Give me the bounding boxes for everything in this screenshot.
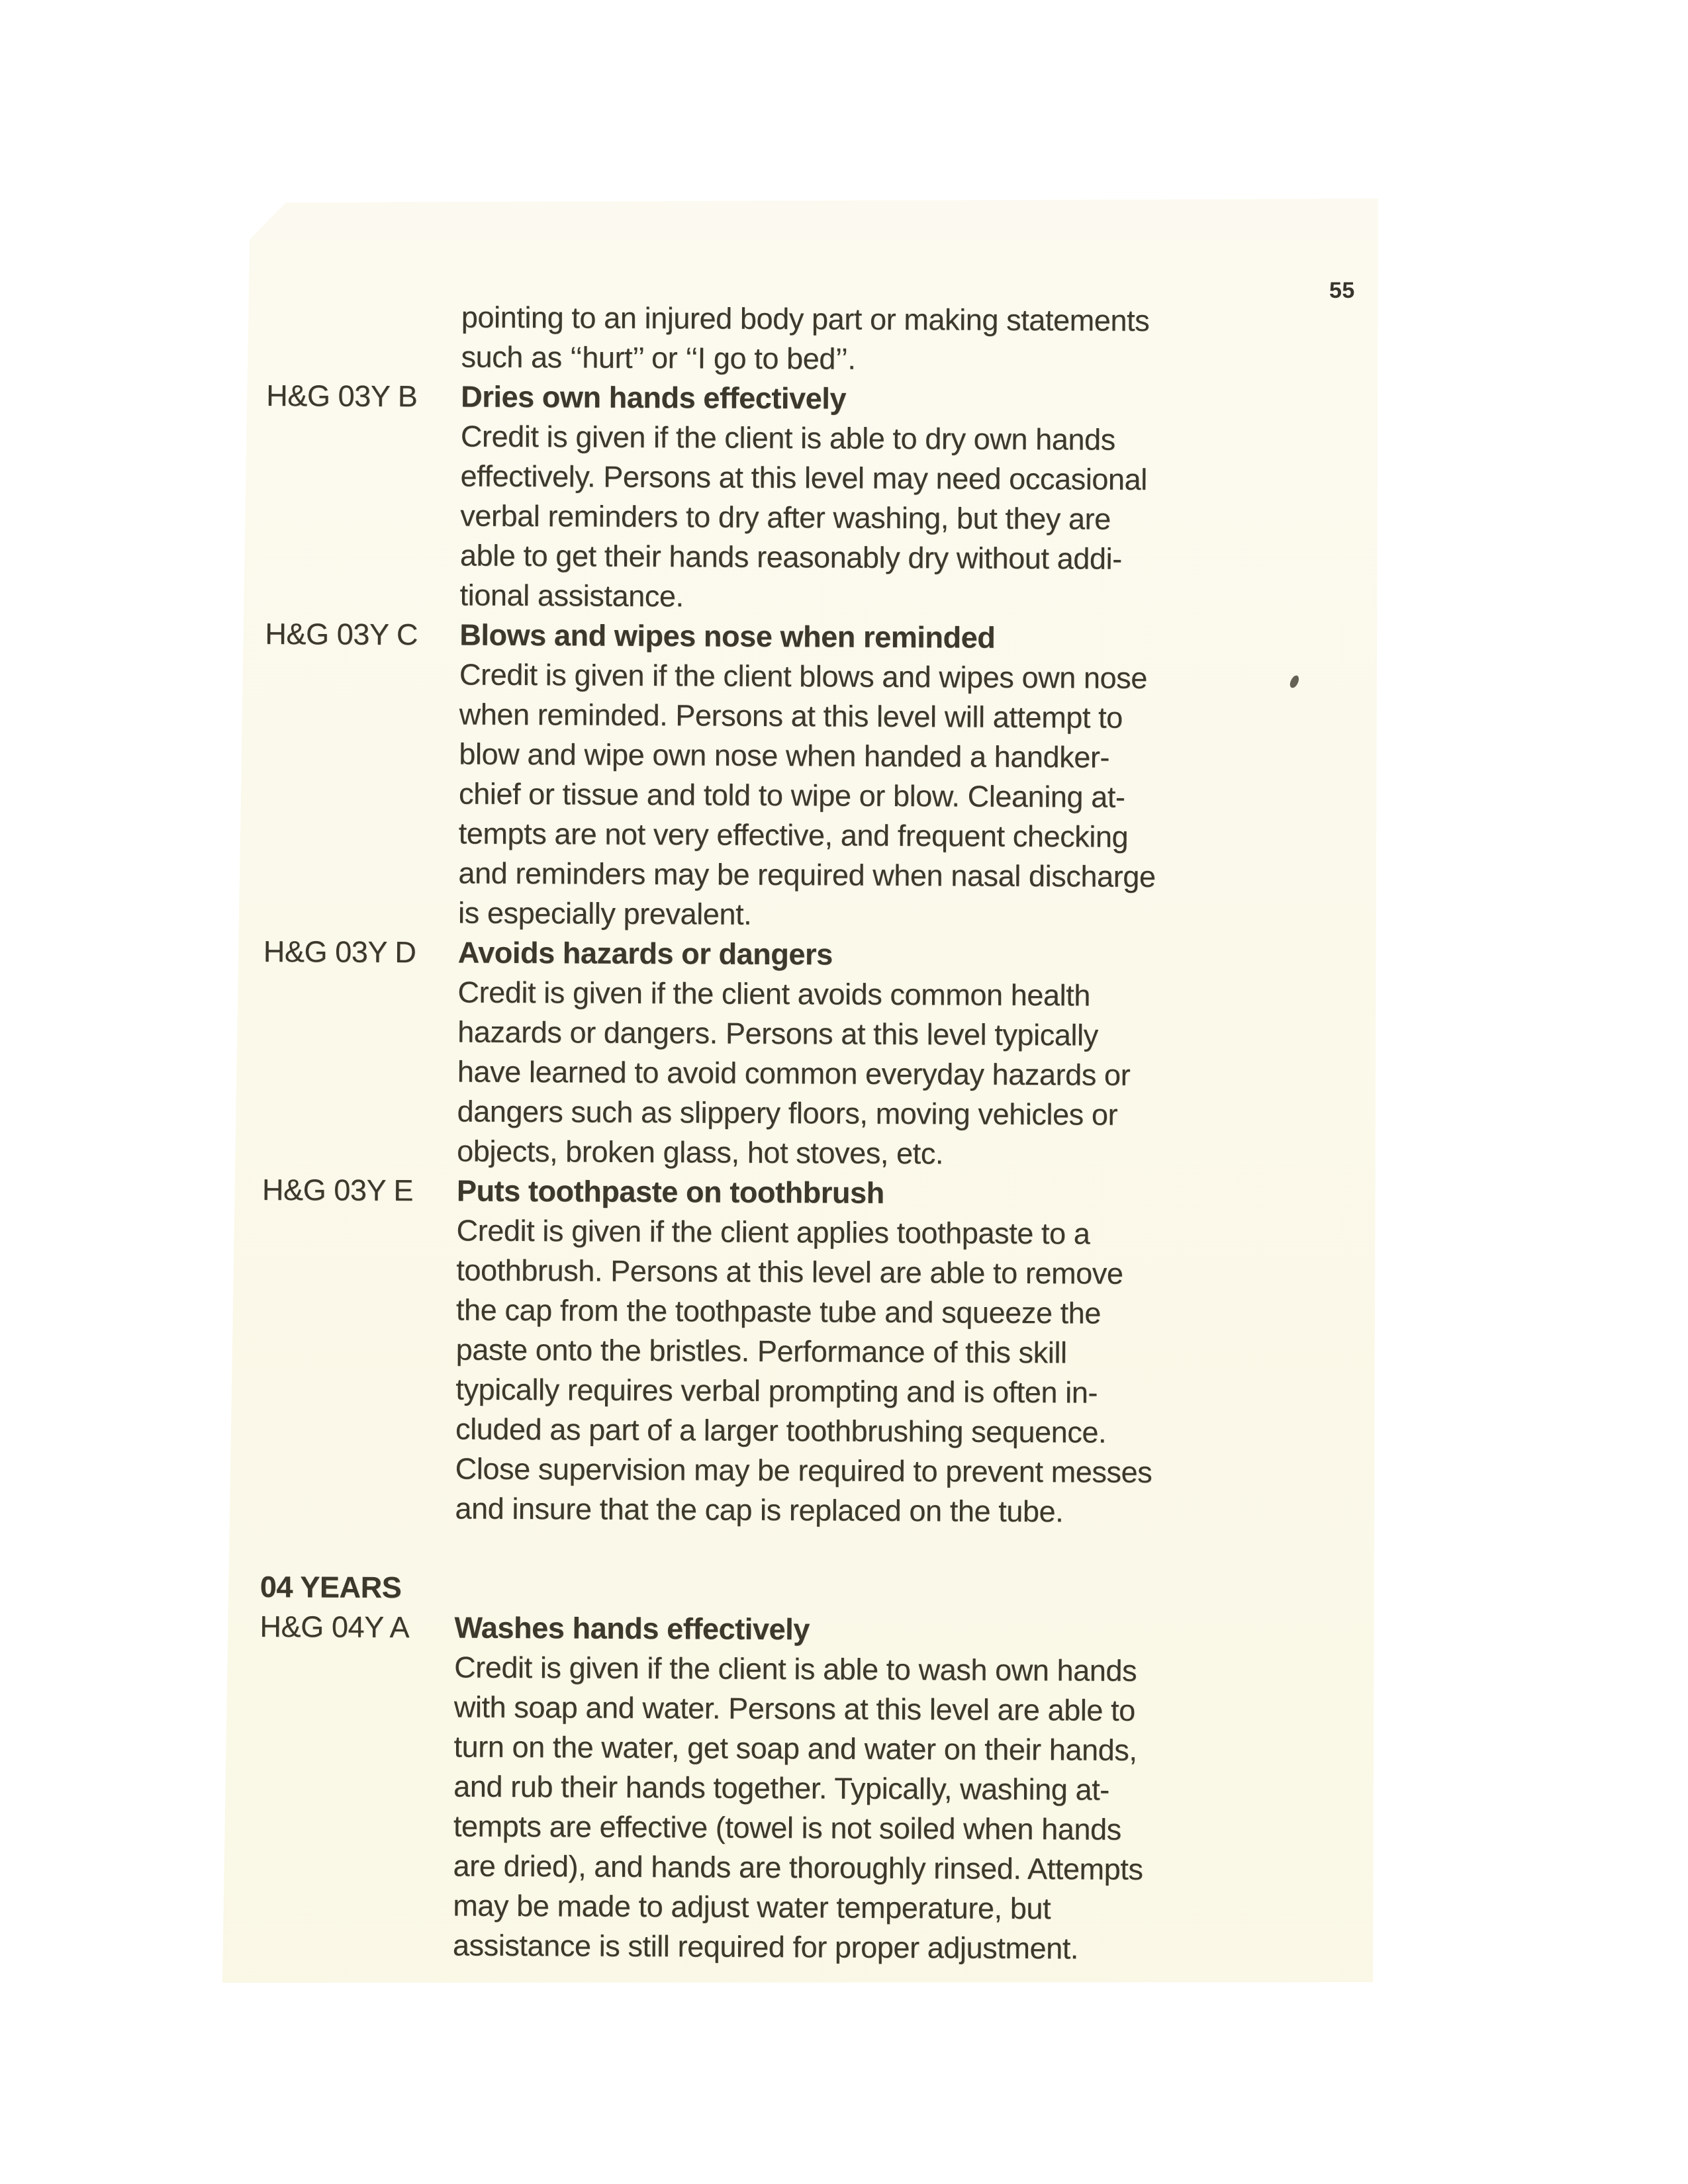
skill-section-03y-d: [262, 932, 1309, 1175]
section-body: [455, 1171, 1308, 1533]
text-line: are dried), and hands are thoroughly rinsed. Attempts: [453, 1848, 1143, 1886]
text-line: hazards or dangers. Persons at this level typically: [457, 1015, 1098, 1052]
skill-title: Avoids hazards or dangers: [457, 935, 833, 972]
text-line: assistance is still required for proper adjustment.: [452, 1928, 1079, 1966]
text-line: Credit is given if the client blows and wipes own nose: [459, 657, 1148, 695]
text-line: tional assistance.: [459, 578, 684, 614]
text-line: typically requires verbal prompting and is often in-: [455, 1372, 1098, 1410]
text-line: objects, broken glass, hot stoves, etc.: [457, 1134, 944, 1171]
text-line: such as ‘‘hurt’’ or ‘‘I go to bed’’.: [461, 340, 856, 376]
skill-section-03y-b: [265, 376, 1312, 619]
page-content: [258, 296, 1313, 1970]
paragraph-lines: [461, 298, 1313, 382]
skill-title: Blows and wipes nose when reminded: [459, 617, 996, 655]
text-line: and reminders may be required when nasal discharge: [458, 856, 1156, 894]
skill-title: Washes hands effectively: [454, 1610, 810, 1647]
age-group-heading: 04 YEARS: [259, 1569, 402, 1605]
paragraph-lines: [453, 1648, 1305, 1970]
item-code: H&G 03Y C: [265, 616, 418, 652]
text-line: when reminded. Persons at this level will attempt to: [459, 697, 1123, 735]
item-code: H&G 04Y A: [259, 1609, 410, 1645]
text-line: tempts are effective (towel is not soiled when hands: [453, 1809, 1121, 1846]
item-code: H&G 03Y B: [266, 378, 418, 414]
text-line: Credit is given if the client is able to dry own hands: [460, 419, 1115, 457]
text-line: chief or tissue and told to wipe or blow. Cleaning at-: [458, 776, 1125, 814]
text-line: and insure that the cap is replaced on the tube.: [455, 1491, 1064, 1529]
text-line: Credit is given if the client avoids common health: [457, 975, 1091, 1013]
text-line: the cap from the toothpaste tube and squeeze the: [455, 1293, 1102, 1330]
text-line: paste onto the bristles. Performance of this skill: [455, 1332, 1067, 1370]
text-line: with soap and water. Persons at this level are able to: [453, 1690, 1135, 1727]
text-line: and rub their hands together. Typically, washing at-: [453, 1769, 1109, 1807]
text-line: may be made to adjust water temperature, but: [453, 1888, 1051, 1926]
skill-section-04y-a: [258, 1607, 1306, 1970]
text-line: cluded as part of a larger toothbrushing sequence.: [455, 1412, 1107, 1449]
text-line: able to get their hands reasonably dry without addi-: [459, 538, 1122, 576]
text-line: dangers such as slippery floors, moving vehicles or: [457, 1094, 1118, 1132]
page-number: 55: [1329, 278, 1355, 303]
text-line: is especially prevalent.: [457, 895, 752, 931]
text-line: tempts are not very effective, and frequent checking: [458, 816, 1129, 854]
text-line: toothbrush. Persons at this level are able to remove: [456, 1253, 1123, 1291]
text-line: turn on the water, get soap and water on their hands,: [453, 1729, 1137, 1767]
paragraph-lines: [458, 655, 1311, 938]
continuation-paragraph: [266, 296, 1313, 381]
text-line: effectively. Persons at this level may need occasional: [460, 459, 1148, 496]
paragraph-lines: [455, 1211, 1307, 1533]
item-code: H&G 03Y D: [263, 934, 416, 970]
section-body: [458, 615, 1311, 938]
text-line: blow and wipe own nose when handed a handker-: [459, 737, 1110, 774]
text-line: Close supervision may be required to prevent messes: [455, 1451, 1152, 1490]
text-line: verbal reminders to dry after washing, but they are: [460, 498, 1111, 536]
text-line: pointing to an injured body part or making statements: [461, 300, 1150, 338]
text-line: Credit is given if the client applies toothpaste to a: [456, 1213, 1090, 1251]
skill-title: Dries own hands effectively: [461, 379, 847, 416]
section-body: [453, 1608, 1306, 1970]
section-body: [459, 377, 1312, 620]
skill-section-03y-c: [263, 614, 1311, 937]
text-line: Credit is given if the client is able to wash own hands: [454, 1650, 1137, 1688]
skill-section-03y-e: [260, 1170, 1308, 1533]
text-line: have learned to avoid common everyday hazards or: [457, 1054, 1131, 1092]
paragraph-lines: [457, 973, 1309, 1176]
skill-title: Puts toothpaste on toothbrush: [456, 1173, 884, 1210]
paragraph-lines: [459, 417, 1312, 620]
item-code: H&G 03Y E: [261, 1172, 414, 1208]
section-body: [457, 933, 1309, 1176]
